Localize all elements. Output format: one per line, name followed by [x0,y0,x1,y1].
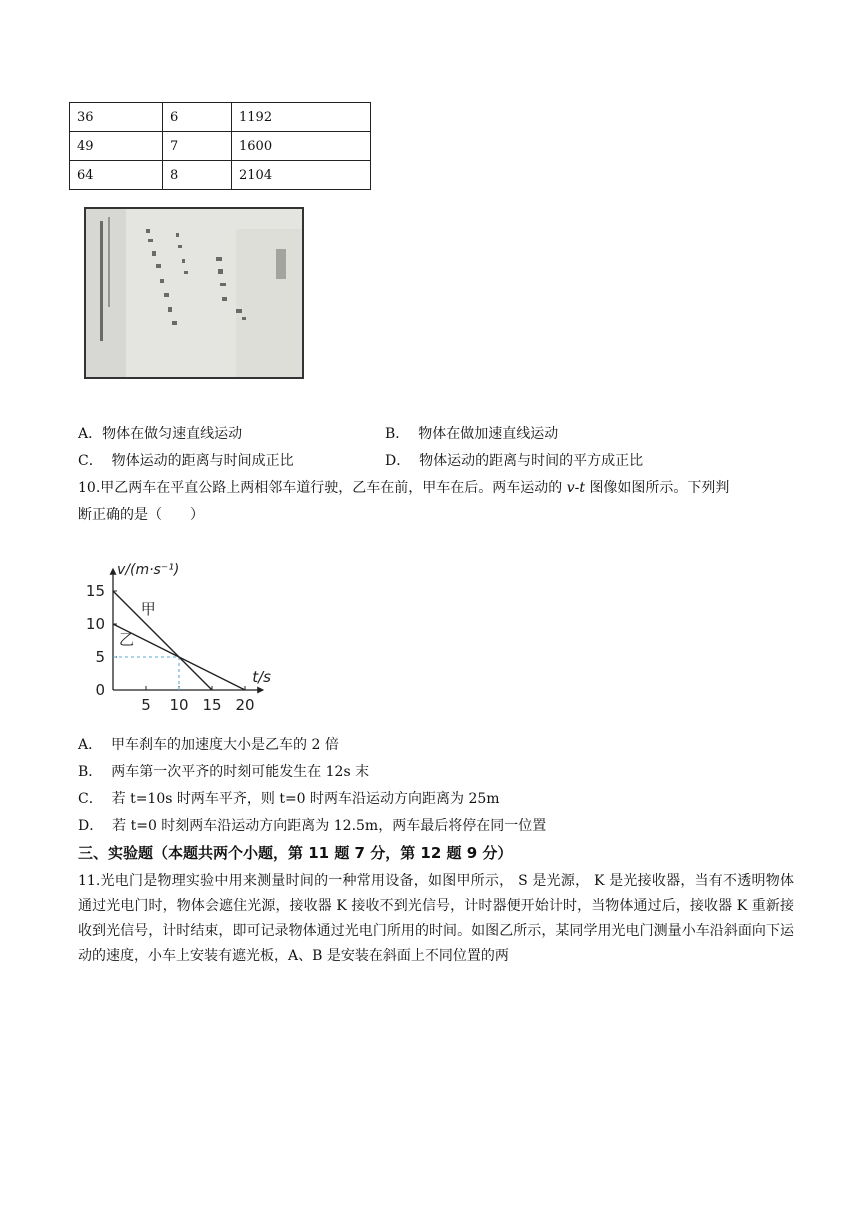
q9-option-b: B． 物体在做加速直线运动 [385,426,559,442]
section-heading: 三、实验题（本题共两个小题，第 11 题 7 分，第 12 题 9 分） [78,844,513,862]
table-cell: 1192 [232,103,371,132]
y-tick-label: 15 [85,582,105,600]
y-tick-label: 0 [95,681,105,699]
x-tick-label: 15 [202,696,222,714]
q10-option-d: D． 若 t=0 时刻两车沿运动方向距离为 12.5m，两车最后将停在同一位置 [78,818,547,834]
q9-options-row-2 [78,451,643,471]
q9-option-c: C． 物体运动的距离与时间成正比 [78,453,294,469]
table-row [70,161,371,190]
table-cell: 8 [163,161,232,190]
q10-option-c: C． 若 t=10s 时两车平齐，则 t=0 时两车沿运动方向距离为 25m [78,791,500,807]
q10-option-a: A． 甲车刹车的加速度大小是乙车的 2 倍 [78,737,339,753]
q10-option-b: B． 两车第一次平齐的时刻可能发生在 12s 末 [78,764,370,780]
table-row [70,103,371,132]
y-axis-arrow-icon [110,568,117,575]
y-axis-label: v/(m·s⁻¹) [117,561,180,578]
q9-option-a: A．物体在做匀速直线运动 [78,426,243,442]
photo-texture [86,209,302,377]
table-cell: 6 [163,103,232,132]
x-tick-label: 5 [141,696,151,714]
experiment-photo [84,207,304,379]
q10-stem-line-2: 断正确的是（ ） [78,507,204,523]
q10-stem-line-1: 10.甲乙两车在平直公路上两相邻车道行驶，乙车在前，甲车在后。两车运动的 v-t 图像如图所示。下列判 [78,480,730,496]
table-cell: 64 [70,161,163,190]
y-tick-label: 10 [85,615,105,633]
vt-chart [80,540,300,720]
series-label-1: 甲 [140,600,156,619]
data-table [69,102,371,190]
table-cell: 2104 [232,161,371,190]
q9-options-row-1 [78,424,558,444]
table-cell: 36 [70,103,163,132]
table-cell: 49 [70,132,163,161]
x-tick-label: 10 [169,696,189,714]
y-tick-label: 5 [95,648,105,666]
x-axis-label: t/s [252,668,271,686]
q9-option-d: D． 物体运动的距离与时间的平方成正比 [385,453,644,469]
table-cell: 1600 [232,132,371,161]
x-tick-label: 20 [235,696,255,714]
q11-paragraph: 11.光电门是物理实验中用来测量时间的一种常用设备，如图甲所示， S 是光源， K 是光接收器，当有不透明物体通过光电门时，物体会遮住光源，接收器 K 接收不到光信号，计时器便开始计时，当物体通过后，接收器 K 重新接收到光信号，计时结束，即可记录物体通过光电门所用的时间。如图乙所示，某同学用光电门测量小车沿斜面向下运动的速度，小车上安装有遮光板，A、B 是安装在斜面上不同位置的两 [78,873,794,964]
x-axis-arrow-icon [257,687,264,694]
table-cell: 7 [163,132,232,161]
series-label-2: 乙 [118,630,134,649]
table-row [70,132,371,161]
